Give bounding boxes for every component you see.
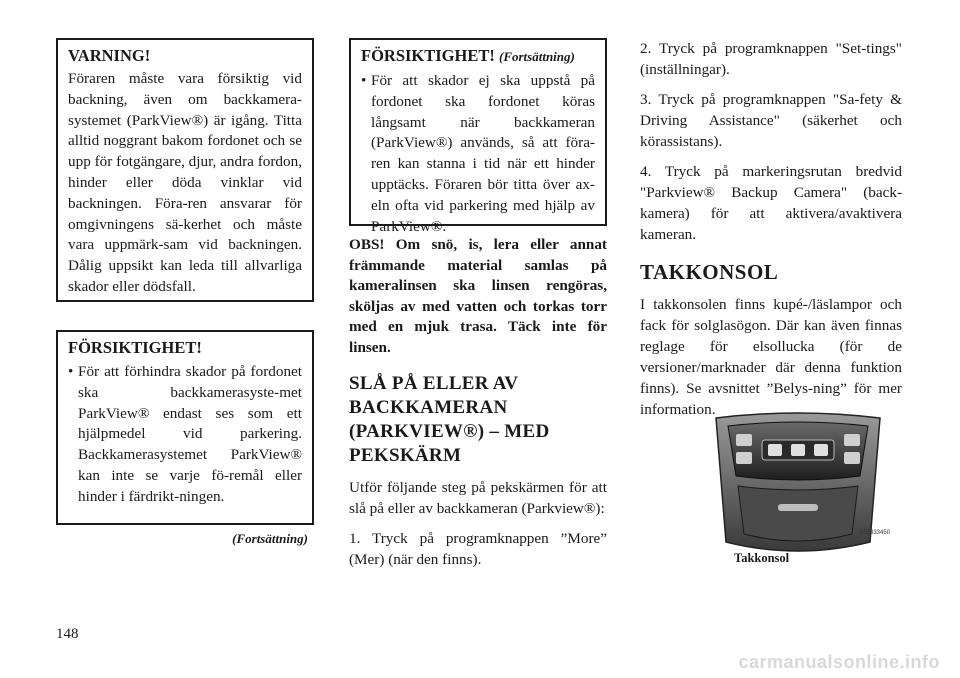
caution-continued-bullet-text: För att skador ej ska uppstå på fordonet ska fordonet köras långsamt när backkameran (ParkView®) används, så att föra-ren kan stanna i tid när ett hinder upptäcks. Föraren bör titta över ax-eln ofta vid parkering med hjälp av ParkView®. — [371, 72, 595, 235]
column-right — [640, 38, 902, 420]
continued-label: (Fortsättning) — [232, 531, 308, 546]
caution-box — [56, 330, 314, 525]
caution-continued-title-text: FÖRSIKTIGHET! — [361, 46, 495, 65]
bullet-icon: • — [361, 72, 367, 89]
figure-caption: Takkonsol — [734, 551, 790, 565]
step-3: 3. Tryck på programknappen "Sa-fety & Driving Assistance" (säkerhet och körassistans). — [640, 91, 902, 150]
column-left — [56, 38, 314, 547]
page-number: 148 — [56, 626, 79, 642]
warning-title: VARNING! — [68, 46, 151, 65]
section-heading-takkonsol: TAKKONSOL — [640, 260, 779, 284]
takkonsol-paragraph: I takkonsolen finns kupé-/läslampor och fack för solglasögon. Där kan även finnas reglage för elsollucka (för de versioner/marknader där denna funktion finns). Se avsnittet ”Belys-ning” för mer information. — [640, 296, 902, 418]
intro-paragraph: Utför följande steg på pekskärmen för att slå på eller av backkameran (Parkview®): — [349, 479, 607, 517]
caution-continued-suffix: (Fortsättning) — [499, 49, 575, 64]
warning-box — [56, 38, 314, 302]
caution-continued-title — [361, 46, 595, 67]
step-4: 4. Tryck på markeringsrutan bredvid "Parkview® Backup Camera" (back-kamera) för att aktivera/avaktivera kameran. — [640, 163, 902, 243]
overhead-console-image — [698, 410, 898, 568]
step-1: 1. Tryck på programknappen ”More” (Mer) (när den finns). — [349, 530, 607, 568]
note-text: OBS! Om snö, is, lera eller annat främmande material samlas på kameralinsen ska linsen rengöras, sköljas av med vatten och torkas torr med en mjuk trasa. Täck inte för linsen. — [349, 236, 607, 356]
column-middle — [349, 38, 607, 570]
caution-bullet — [68, 362, 302, 508]
figure-code: 033333450 — [860, 530, 891, 536]
caution-continued-bullet — [361, 71, 595, 237]
bullet-icon: • — [68, 363, 74, 380]
caution-continued-box — [349, 38, 607, 235]
warning-text: Föraren måste vara försiktig vid backning, även om backkamera-systemet (ParkView®) är igång. Titta alltid noggrant bakom fordonet och se upp för fotgängare, djur, andra fordon, hinder eller döda vinklar vid backningen. Föra-ren ansvarar för omgivningens sä-kerhet och måste vara uppmärk-sam vid backningen. Dålig uppsikt kan leda till allvarliga skador eller dödsfall. — [68, 70, 302, 295]
caution-title: FÖRSIKTIGHET! — [68, 338, 202, 357]
section-heading-parkview: SLÅ PÅ ELLER AV BACKKAMERAN (PARKVIEW®) – MED PEKSKÄRM — [349, 373, 550, 466]
watermark: carmanualsonline.info — [738, 652, 940, 672]
step-2: 2. Tryck på programknappen "Set-tings" (inställningar). — [640, 40, 902, 78]
caution-bullet-text: För att förhindra skador på fordonet ska backkamerasyste-met ParkView® endast ses som ett hjälpmedel vid parkering. Backkamerasystemet ParkView® kan inte se varje fö-remål eller hinder i färdrikt-ningen. — [78, 363, 302, 505]
